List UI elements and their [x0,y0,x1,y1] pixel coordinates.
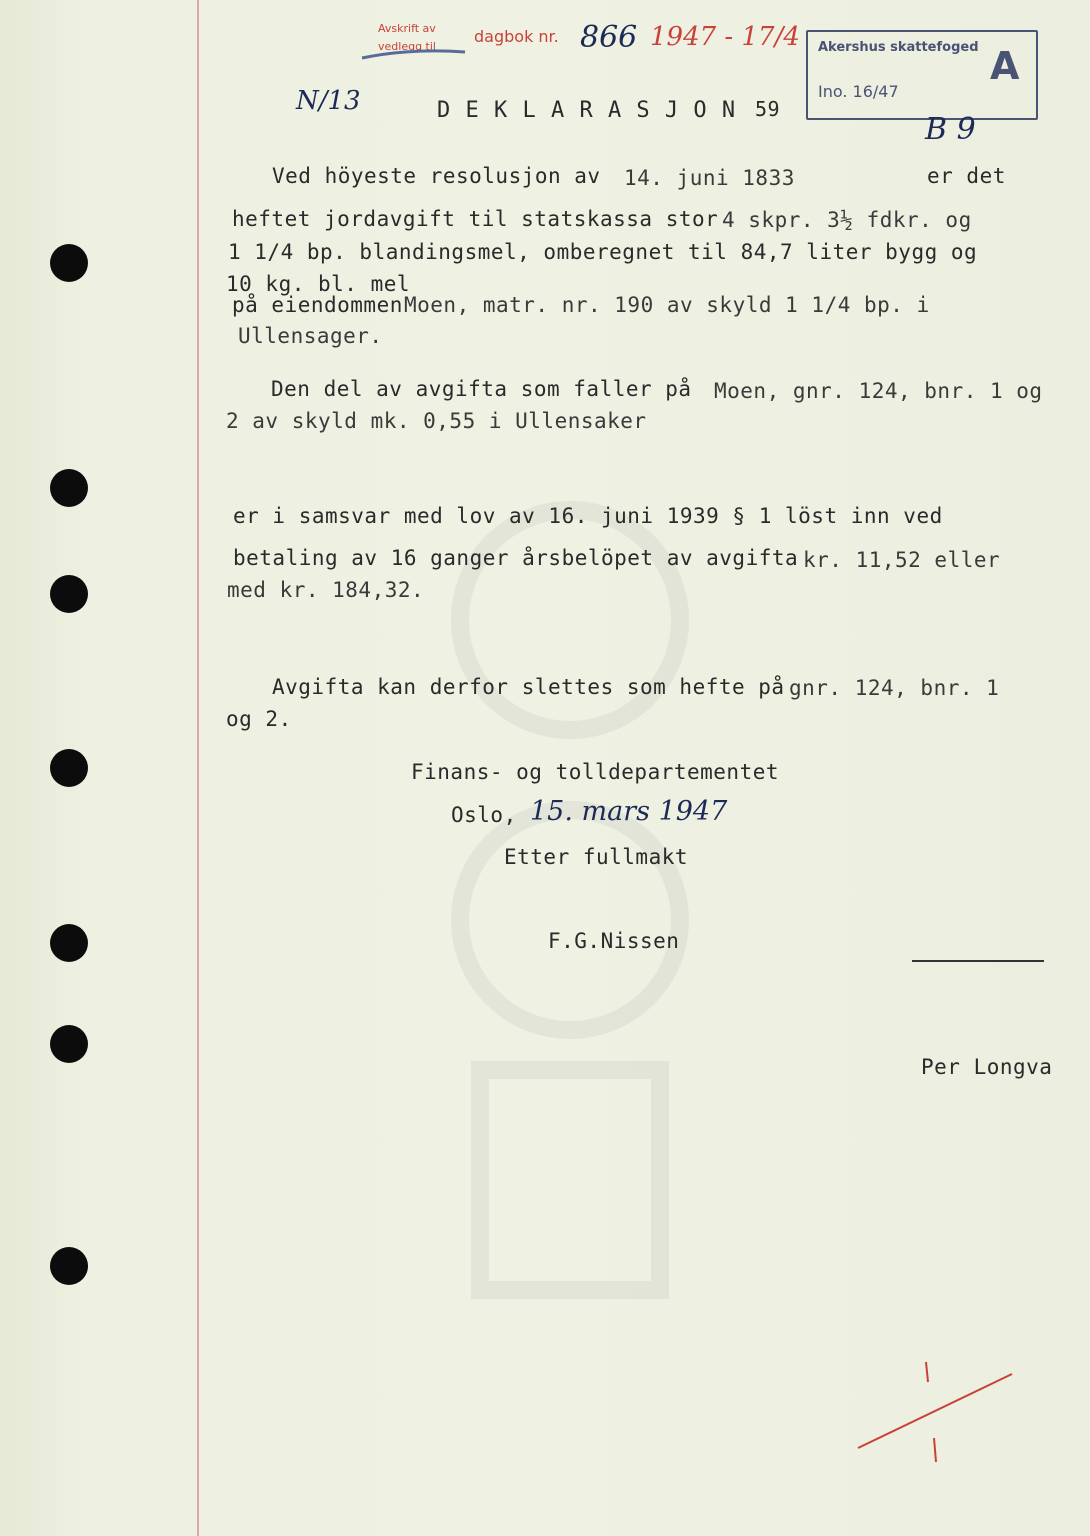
co-signer-name: Per Longva [921,1055,1053,1079]
body-line-2a: heftet jordavgift til statskassa stor [232,207,719,231]
punch-hole [50,575,88,613]
place-name: Oslo, [451,803,517,827]
punch-hole [50,1247,88,1285]
red-stamp-line-1: Avskrift av [378,22,436,35]
authority-text: Etter fullmakt [504,845,689,869]
signature-line [912,960,1044,962]
body-line-1a: Ved höyeste resolusjon av [272,164,601,188]
body-line-11: med kr. 184,32. [227,578,425,602]
department-name: Finans- og tolldepartementet [411,760,780,784]
body-line-10a: betaling av 16 ganger årsbelöpet av avgifta [233,546,799,570]
body-line-7b: Moen, gnr. 124, bnr. 1 og [714,379,1043,403]
body-line-10b: kr. 11,52 eller [803,548,1001,572]
office-stamp-letter: A [990,44,1020,88]
body-line-9: er i samsvar med lov av 16. juni 1939 § 1 löst inn ved [233,504,943,528]
body-line-4: 10 kg. bl. mel [226,272,411,296]
dagbok-number: 866 [580,20,638,55]
office-stamp-title: Akershus skattefoged [818,40,979,55]
signature-date: 15. mars 1947 [530,796,728,827]
dagbok-year: 1947 - 17/4 [650,22,800,52]
body-line-1b: 14. juni 1833 [624,166,795,190]
margin-line [197,0,199,1536]
signer-name: F.G.Nissen [548,929,680,953]
punch-hole [50,749,88,787]
punch-hole [50,469,88,507]
corner-note: N/13 [296,86,361,116]
body-line-1c: er det [927,164,1006,188]
body-line-3: 1 1/4 bp. blandingsmel, omberegnet til 84,7 liter bygg og [228,240,978,264]
office-stamp-number: Ino. 16/47 [818,82,899,101]
body-line-6: Ullensager. [238,324,383,348]
red-underline [360,42,470,64]
dagbok-label: dagbok nr. [474,27,559,46]
punch-hole [50,924,88,962]
body-line-13: og 2. [226,707,292,731]
document-title: D E K L A R A S J O N [437,98,737,123]
body-line-12a: Avgifta kan derfor slettes som hefte på [272,675,785,699]
punch-hole [50,1025,88,1063]
page-number: 59 [755,97,781,121]
red-pencil-mark [850,1360,1030,1500]
hand-note: B 9 [925,112,976,147]
punch-hole [50,244,88,282]
red-stamp-line-2: vedlegg til [378,40,436,53]
body-line-5a: på eiendommen [232,293,403,317]
body-line-7a: Den del av avgifta som faller på [271,377,692,401]
body-line-2b: 4 skpr. 3½ fdkr. og [722,208,972,232]
body-line-8: 2 av skyld mk. 0,55 i Ullensaker [226,409,647,433]
body-line-12b: gnr. 124, bnr. 1 [789,676,1000,700]
body-line-5b: Moen, matr. nr. 190 av skyld 1 1/4 bp. i [404,293,930,317]
